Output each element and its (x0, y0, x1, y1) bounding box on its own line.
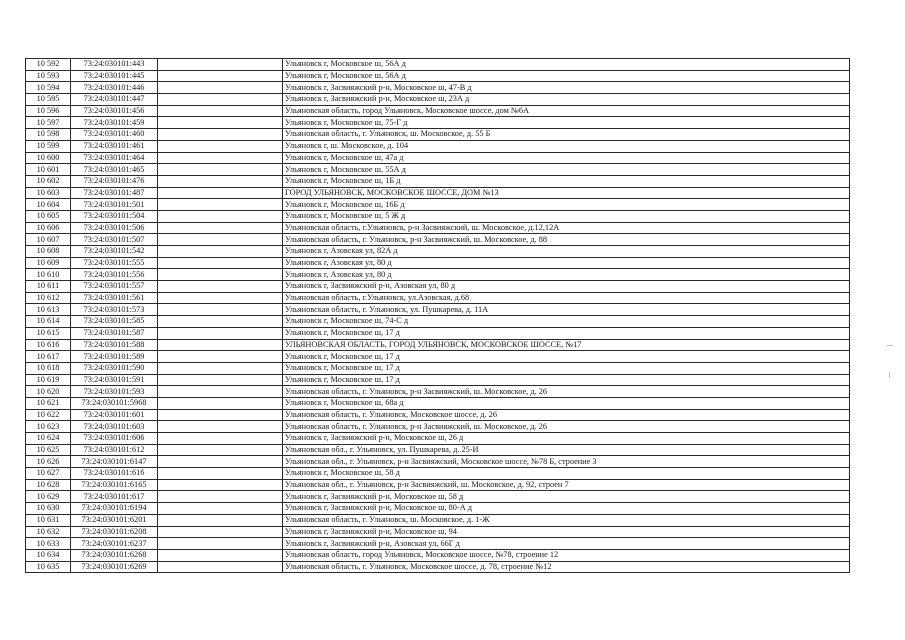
address-cell: Ульяновск г, Московское ш, 74-С д (283, 316, 850, 328)
row-number-cell: 10 614 (26, 316, 71, 328)
address-cell: Ульяновск г, Засвияжский р-н, Московское ш, 26 д (283, 433, 850, 445)
cadastral-number-cell: 73:24:030101:612 (71, 444, 158, 456)
address-cell: Ульяновская область, г. Ульяновск, Московское шоссе, д. 78, строение №12 (283, 561, 850, 573)
row-number-cell: 10 601 (26, 164, 71, 176)
row-number-cell: 10 600 (26, 152, 71, 164)
row-number-cell: 10 622 (26, 409, 71, 421)
row-number-cell: 10 593 (26, 70, 71, 82)
empty-cell (158, 82, 283, 94)
empty-cell (158, 351, 283, 363)
address-cell: Ульяновск г, Засвияжский р-н, Азовская ул, 66Г д (283, 538, 850, 550)
table-row (26, 246, 850, 258)
address-cell: Ульяновск г, Засвияжский р-н, Московское ш, 23А д (283, 94, 850, 106)
empty-cell (158, 362, 283, 374)
empty-cell (158, 59, 283, 71)
table-row (26, 187, 850, 199)
cadastral-number-cell: 73:24:030101:542 (71, 246, 158, 258)
row-number-cell: 10 633 (26, 538, 71, 550)
cadastral-number-cell: 73:24:030101:501 (71, 199, 158, 211)
cadastral-number-cell: 73:24:030101:487 (71, 187, 158, 199)
empty-cell (158, 210, 283, 222)
empty-cell (158, 468, 283, 480)
cadastral-number-cell: 73:24:030101:6165 (71, 479, 158, 491)
table-row (26, 491, 850, 503)
table-row (26, 140, 850, 152)
empty-cell (158, 129, 283, 141)
address-cell: Ульяновск г, Азовская ул, 80 д (283, 269, 850, 281)
cadastral-number-cell: 73:24:030101:465 (71, 164, 158, 176)
address-cell: Ульяновская область, г. Ульяновск, р-н Засвияжский, ш. Московское, д. 26 (283, 421, 850, 433)
row-number-cell: 10 596 (26, 105, 71, 117)
row-number-cell: 10 597 (26, 117, 71, 129)
row-number-cell: 10 611 (26, 281, 71, 293)
table-row (26, 433, 850, 445)
empty-cell (158, 234, 283, 246)
table-row (26, 444, 850, 456)
empty-cell (158, 281, 283, 293)
row-number-cell: 10 619 (26, 374, 71, 386)
table-row (26, 94, 850, 106)
row-number-cell: 10 630 (26, 503, 71, 515)
row-number-cell: 10 616 (26, 339, 71, 351)
address-cell: Ульяновск г, Засвияжский р-н, Московское ш, 94 (283, 526, 850, 538)
table-row (26, 304, 850, 316)
row-number-cell: 10 607 (26, 234, 71, 246)
table-row (26, 117, 850, 129)
empty-cell (158, 292, 283, 304)
table-row (26, 549, 850, 561)
table-row (26, 70, 850, 82)
cadastral-number-cell: 73:24:030101:6147 (71, 456, 158, 468)
cadastral-number-cell: 73:24:030101:459 (71, 117, 158, 129)
empty-cell (158, 175, 283, 187)
address-cell: Ульяновск г, Московское ш, 58 д (283, 468, 850, 480)
cadastral-number-cell: 73:24:030101:606 (71, 433, 158, 445)
row-number-cell: 10 627 (26, 468, 71, 480)
scan-artifact-mark (887, 345, 893, 346)
address-cell: Ульяновская область, город Ульяновск, Московское шоссе, №78, строение 12 (283, 549, 850, 561)
cadastral-number-cell: 73:24:030101:6269 (71, 561, 158, 573)
empty-cell (158, 491, 283, 503)
row-number-cell: 10 610 (26, 269, 71, 281)
empty-cell (158, 316, 283, 328)
table-row (26, 59, 850, 71)
cadastral-number-cell: 73:24:030101:5968 (71, 397, 158, 409)
row-number-cell: 10 594 (26, 82, 71, 94)
address-cell: Ульяновск г, Московское ш, 5 Ж д (283, 210, 850, 222)
empty-cell (158, 374, 283, 386)
row-number-cell: 10 604 (26, 199, 71, 211)
row-number-cell: 10 602 (26, 175, 71, 187)
empty-cell (158, 222, 283, 234)
empty-cell (158, 199, 283, 211)
empty-cell (158, 514, 283, 526)
address-cell: Ульяновская область, г.Ульяновск, ул.Азовская, д.68 (283, 292, 850, 304)
address-cell: Ульяновск г, Азовская ул, 82А д (283, 246, 850, 258)
empty-cell (158, 187, 283, 199)
row-number-cell: 10 629 (26, 491, 71, 503)
cadastral-number-cell: 73:24:030101:573 (71, 304, 158, 316)
address-cell: Ульяновская область, г. Ульяновск, ш. Московское, д. 1-Ж (283, 514, 850, 526)
table-row (26, 327, 850, 339)
address-cell: Ульяновская область, г. Ульяновск, р-н Засвияжский, ш. Московское, д. 26 (283, 386, 850, 398)
row-number-cell: 10 620 (26, 386, 71, 398)
address-cell: Ульяновск г, Московское ш, 16Б д (283, 199, 850, 211)
cadastral-number-cell: 73:24:030101:556 (71, 269, 158, 281)
address-cell: Ульяновск г, Засвияжский р-н, Московское ш, 58 д (283, 491, 850, 503)
row-number-cell: 10 624 (26, 433, 71, 445)
cadastral-number-cell: 73:24:030101:456 (71, 105, 158, 117)
cadastral-number-cell: 73:24:030101:460 (71, 129, 158, 141)
address-cell: Ульяновск г, Засвияжский р-н, Московское ш, 80-А д (283, 503, 850, 515)
empty-cell (158, 479, 283, 491)
table-row (26, 561, 850, 573)
row-number-cell: 10 623 (26, 421, 71, 433)
address-cell: Ульяновск г, Московское ш, 17 д (283, 351, 850, 363)
cadastral-number-cell: 73:24:030101:585 (71, 316, 158, 328)
table-row (26, 105, 850, 117)
address-cell: Ульяновск г, Засвияжский р-н, Азовская ул, 80 д (283, 281, 850, 293)
address-cell: Ульяновск г, Московское ш, 56А д (283, 59, 850, 71)
row-number-cell: 10 631 (26, 514, 71, 526)
address-cell: Ульяновская обл., г. Ульяновск, ул. Пушкарева, д. 25-И (283, 444, 850, 456)
cadastral-number-cell: 73:24:030101:589 (71, 351, 158, 363)
address-cell: ГОРОД УЛЬЯНОВСК, МОСКОВСКОЕ ШОССЕ, ДОМ №13 (283, 187, 850, 199)
cadastral-number-cell: 73:24:030101:6237 (71, 538, 158, 550)
cadastral-number-cell: 73:24:030101:588 (71, 339, 158, 351)
empty-cell (158, 94, 283, 106)
address-cell: Ульяновская область, город Ульяновск, Московское шоссе, дом №6А (283, 105, 850, 117)
table-row (26, 514, 850, 526)
address-cell: Ульяновская область, г.Ульяновск, р-н Засвияжский, ш. Московское, д.12,12А (283, 222, 850, 234)
empty-cell (158, 526, 283, 538)
cadastral-number-cell: 73:24:030101:6194 (71, 503, 158, 515)
address-cell: Ульяновск г, Московское ш, 17 д (283, 374, 850, 386)
empty-cell (158, 140, 283, 152)
cadastral-number-cell: 73:24:030101:445 (71, 70, 158, 82)
empty-cell (158, 257, 283, 269)
row-number-cell: 10 621 (26, 397, 71, 409)
cadastral-number-cell: 73:24:030101:593 (71, 386, 158, 398)
empty-cell (158, 456, 283, 468)
cadastral-number-cell: 73:24:030101:617 (71, 491, 158, 503)
address-cell: Ульяновск г, Московское ш, 56А д (283, 70, 850, 82)
cadastral-number-cell: 73:24:030101:555 (71, 257, 158, 269)
address-cell: Ульяновск г, Московское ш, 47а д (283, 152, 850, 164)
cadastral-number-cell: 73:24:030101:446 (71, 82, 158, 94)
address-cell: Ульяновск г, Московское ш, 75-Г д (283, 117, 850, 129)
empty-cell (158, 561, 283, 573)
empty-cell (158, 503, 283, 515)
table-row (26, 362, 850, 374)
empty-cell (158, 164, 283, 176)
address-cell: Ульяновская область, г. Ульяновск, р-н Засвияжский, ш. Московское, д. 88 (283, 234, 850, 246)
table-row (26, 199, 850, 211)
table-row (26, 421, 850, 433)
empty-cell (158, 433, 283, 445)
cadastral-number-cell: 73:24:030101:587 (71, 327, 158, 339)
row-number-cell: 10 609 (26, 257, 71, 269)
row-number-cell: 10 605 (26, 210, 71, 222)
cadastral-number-cell: 73:24:030101:601 (71, 409, 158, 421)
address-cell: Ульяновск г, ш. Московское, д. 104 (283, 140, 850, 152)
cadastral-number-cell: 73:24:030101:443 (71, 59, 158, 71)
row-number-cell: 10 632 (26, 526, 71, 538)
cadastral-number-cell: 73:24:030101:464 (71, 152, 158, 164)
table-row (26, 339, 850, 351)
empty-cell (158, 421, 283, 433)
cadastral-number-cell: 73:24:030101:506 (71, 222, 158, 234)
address-cell: Ульяновская обл., г. Ульяновск, р-н Засвияжский, ш. Московское, д. 92, строен 7 (283, 479, 850, 491)
table-row (26, 468, 850, 480)
row-number-cell: 10 617 (26, 351, 71, 363)
cadastral-number-cell: 73:24:030101:507 (71, 234, 158, 246)
table-row (26, 281, 850, 293)
address-cell: Ульяновск г, Московское ш, 17 д (283, 327, 850, 339)
address-cell: Ульяновск г, Засвияжский р-н, Московское ш, 47-В д (283, 82, 850, 94)
cadastral-number-cell: 73:24:030101:557 (71, 281, 158, 293)
empty-cell (158, 105, 283, 117)
cadastral-number-cell: 73:24:030101:561 (71, 292, 158, 304)
row-number-cell: 10 626 (26, 456, 71, 468)
table-row (26, 164, 850, 176)
row-number-cell: 10 612 (26, 292, 71, 304)
table-row (26, 234, 850, 246)
cadastral-number-cell: 73:24:030101:590 (71, 362, 158, 374)
row-number-cell: 10 615 (26, 327, 71, 339)
address-cell: Ульяновск г, Московское ш, 1Б д (283, 175, 850, 187)
row-number-cell: 10 599 (26, 140, 71, 152)
document-page (25, 58, 850, 573)
table-row (26, 374, 850, 386)
table-row (26, 351, 850, 363)
table-row (26, 269, 850, 281)
row-number-cell: 10 592 (26, 59, 71, 71)
cadastral-number-cell: 73:24:030101:6268 (71, 549, 158, 561)
address-cell: Ульяновская область, г. Ульяновск, ш. Московское, д. 55 Б (283, 129, 850, 141)
table-row (26, 222, 850, 234)
cadastral-number-cell: 73:24:030101:616 (71, 468, 158, 480)
row-number-cell: 10 618 (26, 362, 71, 374)
cadastral-number-cell: 73:24:030101:6201 (71, 514, 158, 526)
table-row (26, 386, 850, 398)
address-cell: Ульяновская область, г. Ульяновск, ул. Пушкарева, д. 11А (283, 304, 850, 316)
table-row (26, 538, 850, 550)
address-cell: Ульяновск г, Азовская ул, 80 д (283, 257, 850, 269)
cadastral-number-cell: 73:24:030101:447 (71, 94, 158, 106)
cadastral-number-cell: 73:24:030101:504 (71, 210, 158, 222)
table-row (26, 257, 850, 269)
row-number-cell: 10 595 (26, 94, 71, 106)
cadastral-number-cell: 73:24:030101:603 (71, 421, 158, 433)
table-row (26, 397, 850, 409)
empty-cell (158, 339, 283, 351)
empty-cell (158, 304, 283, 316)
table-row (26, 175, 850, 187)
address-cell: Ульяновская обл., г. Ульяновск, р-н Засвияжский, Московское шоссе, №78 Б, строение 3 (283, 456, 850, 468)
empty-cell (158, 409, 283, 421)
cadastral-number-cell: 73:24:030101:6208 (71, 526, 158, 538)
table-row (26, 129, 850, 141)
row-number-cell: 10 608 (26, 246, 71, 258)
table-row (26, 316, 850, 328)
table-row (26, 292, 850, 304)
scan-artifact-mark (889, 372, 890, 378)
empty-cell (158, 549, 283, 561)
table-row (26, 210, 850, 222)
empty-cell (158, 70, 283, 82)
address-cell: Ульяновск г, Московское ш, 55А д (283, 164, 850, 176)
table-row (26, 152, 850, 164)
row-number-cell: 10 625 (26, 444, 71, 456)
table-row (26, 409, 850, 421)
table-row (26, 456, 850, 468)
address-cell: Ульяновская область, г. Ульяновск, Московское шоссе, д. 26 (283, 409, 850, 421)
cadastral-number-cell: 73:24:030101:476 (71, 175, 158, 187)
table-row (26, 479, 850, 491)
row-number-cell: 10 613 (26, 304, 71, 316)
table-row (26, 526, 850, 538)
cadastral-number-cell: 73:24:030101:461 (71, 140, 158, 152)
address-cell: Ульяновск г, Московское ш, 68а д (283, 397, 850, 409)
registry-table-body (26, 59, 850, 573)
empty-cell (158, 269, 283, 281)
address-cell: УЛЬЯНОВСКАЯ ОБЛАСТЬ, ГОРОД УЛЬЯНОВСК, МОСКОВСКОЕ ШОССЕ, №17 (283, 339, 850, 351)
empty-cell (158, 444, 283, 456)
address-cell: Ульяновск г, Московское ш, 17 д (283, 362, 850, 374)
table-row (26, 82, 850, 94)
property-registry-table (25, 58, 850, 573)
empty-cell (158, 386, 283, 398)
table-row (26, 503, 850, 515)
cadastral-number-cell: 73:24:030101:591 (71, 374, 158, 386)
row-number-cell: 10 634 (26, 549, 71, 561)
empty-cell (158, 397, 283, 409)
row-number-cell: 10 635 (26, 561, 71, 573)
empty-cell (158, 117, 283, 129)
row-number-cell: 10 606 (26, 222, 71, 234)
row-number-cell: 10 598 (26, 129, 71, 141)
row-number-cell: 10 603 (26, 187, 71, 199)
empty-cell (158, 246, 283, 258)
row-number-cell: 10 628 (26, 479, 71, 491)
empty-cell (158, 538, 283, 550)
empty-cell (158, 152, 283, 164)
empty-cell (158, 327, 283, 339)
